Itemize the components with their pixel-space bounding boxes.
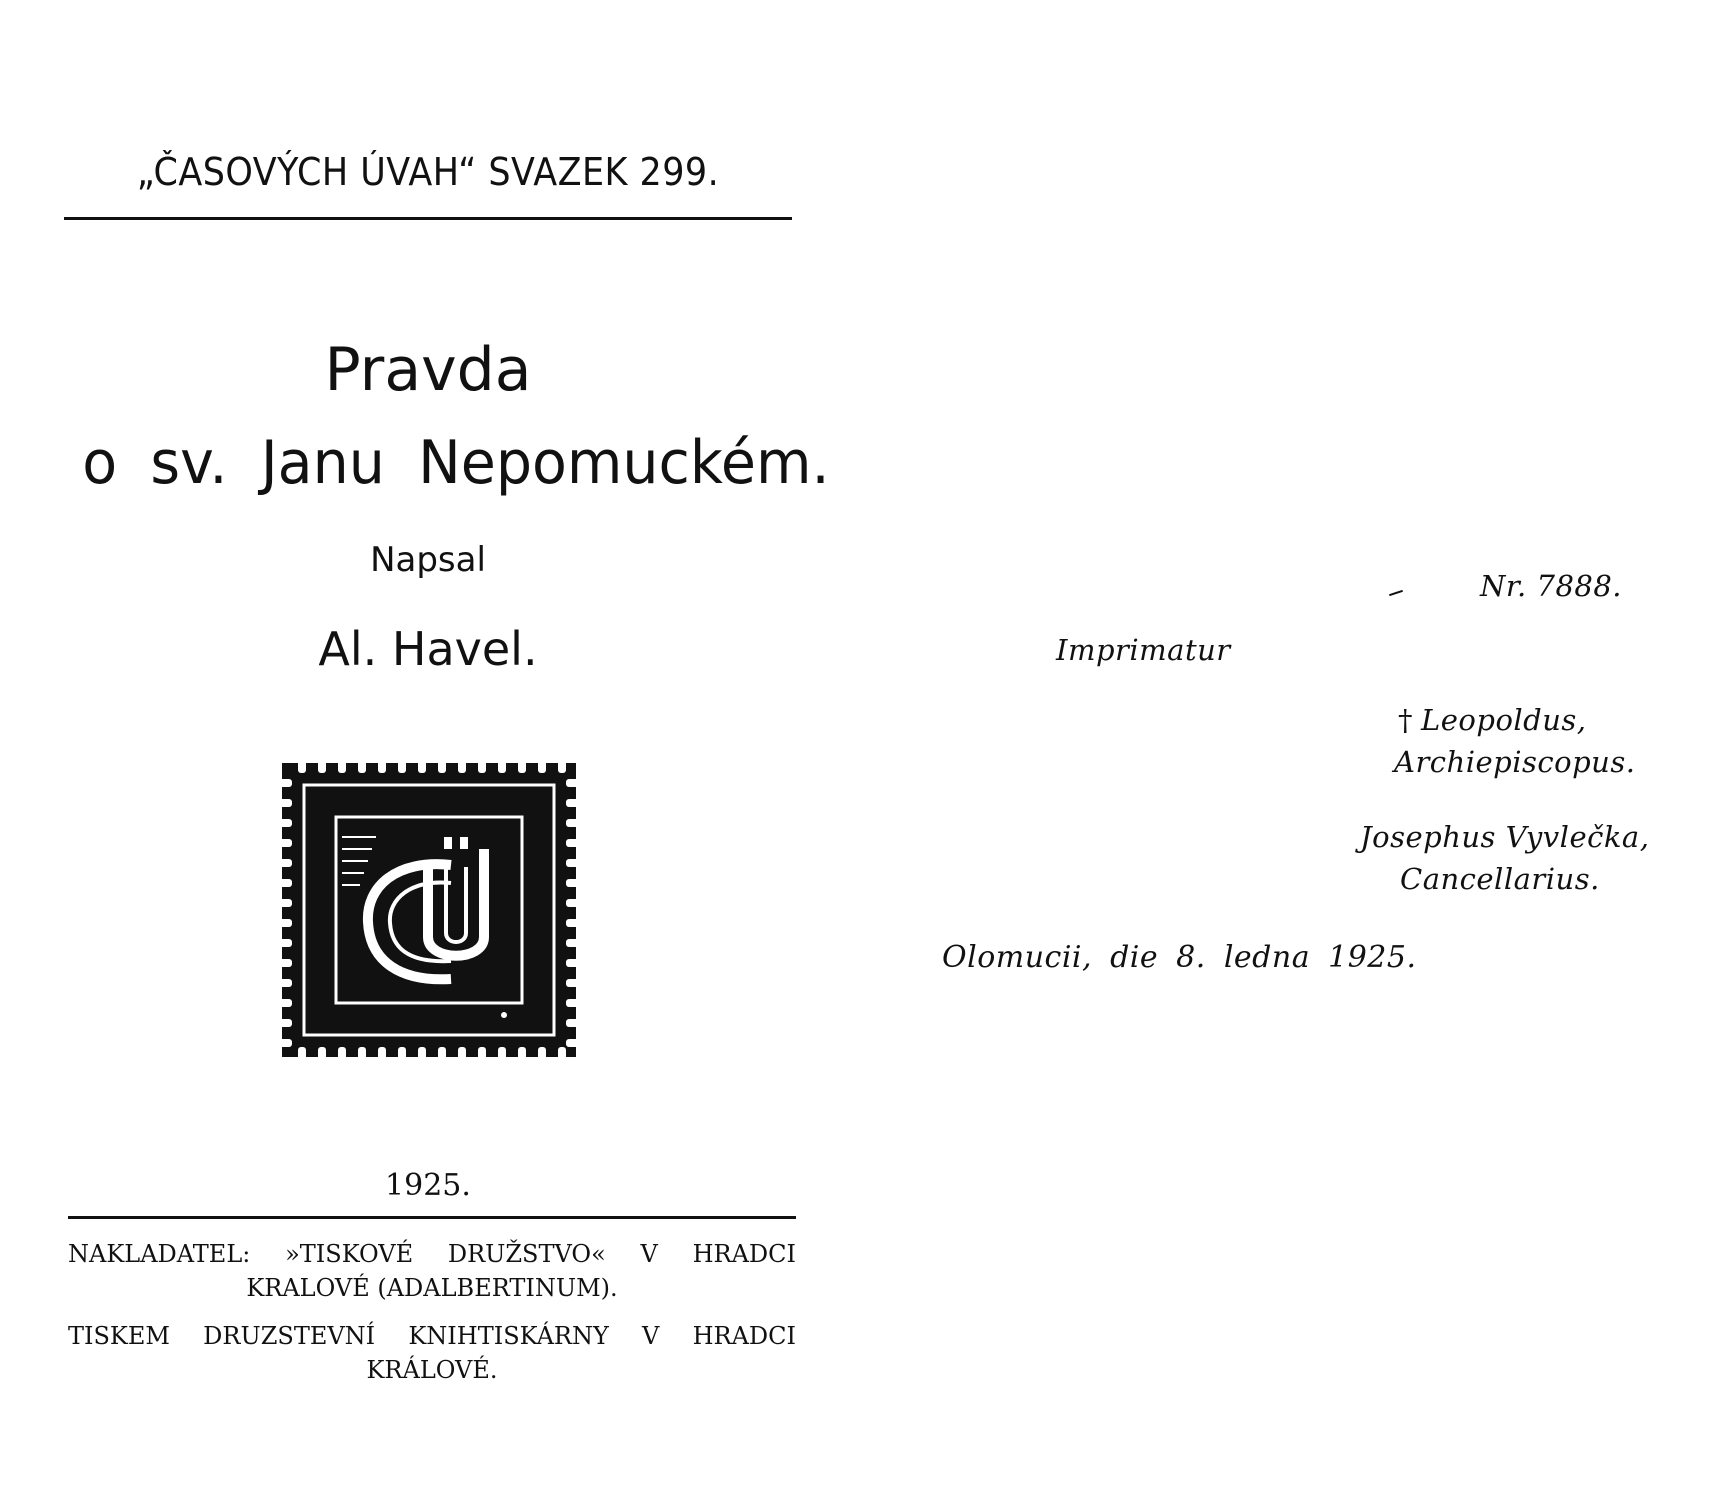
imprimatur-page — [860, 0, 1716, 1500]
printer-imprint — [68, 1319, 796, 1387]
cross-icon: † — [1398, 703, 1413, 737]
approver-name-text: Leopoldus, — [1421, 703, 1587, 737]
series-header: „ČASOVÝCH ÚVAH“ SVAZEK 299. — [136, 150, 720, 194]
publisher-imprint — [68, 1237, 796, 1305]
place-date: Olomucii, die 8. ledna 1925. — [942, 940, 1417, 975]
publisher-stamp-logo-icon — [276, 757, 582, 1063]
header-rule — [64, 217, 792, 220]
publisher-line1: NAKLADATEL: »TISKOVÉ DRUŽSTVO« V HRADCI — [68, 1240, 796, 1268]
publisher-line2: KRALOVÉ (ADALBERTINUM). — [246, 1274, 618, 1302]
imprint-rule — [68, 1216, 796, 1219]
byline-label: Napsal — [370, 540, 486, 580]
chancellor-name: Josephus Vyvlečka, — [1360, 820, 1650, 854]
approver-name — [1398, 703, 1587, 737]
printer-line1: TISKEM DRUZSTEVNÍ KNIHTISKÁRNY V HRADCI — [68, 1322, 796, 1350]
book-title-line2: o sv. Janu Nepomuckém. — [82, 428, 830, 498]
publication-year: 1925. — [385, 1168, 471, 1203]
reference-number: Nr. 7888. — [1480, 569, 1623, 603]
imprimatur-label: Imprimatur — [1056, 633, 1231, 667]
chancellor-title: Cancellarius. — [1400, 862, 1600, 896]
ink-mark — [1389, 590, 1403, 596]
author-name: Al. Havel. — [318, 622, 538, 676]
approver-title: Archiepiscopus. — [1394, 745, 1636, 779]
printer-line2: KRÁLOVÉ. — [366, 1356, 498, 1384]
book-title-line1: Pravda — [324, 335, 532, 405]
